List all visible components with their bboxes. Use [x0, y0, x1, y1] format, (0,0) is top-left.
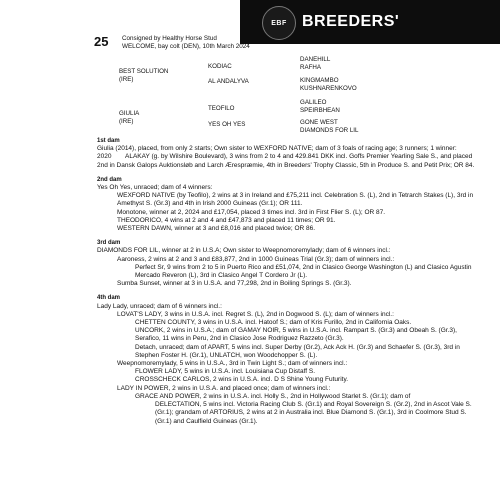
- ped-dam-dam: YES OH YES: [208, 121, 246, 128]
- second-dam-text: Yes Oh Yes, unraced; dam of 4 winners:: [97, 184, 213, 192]
- third-dam-text: DIAMONDS FOR LIL, winner at 2 in U.S.A; Own sister to Weepnomoremylady; dam of 6 winners incl.:: [97, 247, 391, 255]
- ped-sire-dam-dam: KUSHNARENKOVO: [300, 85, 357, 92]
- third-dam-line: Perfect Sr, 9 wins from 2 to 5 in Puerto Rico and £51,074, 2nd in Clasico George Washington (L) and Clasico Agustin Mercado Reveron (L), 3rd in Clasico Angel T Cordero Jr (L).: [135, 263, 472, 280]
- ped-dam: GIULIA (IRE): [119, 110, 140, 125]
- first-dam-text: Giulia (2014), placed, from only 2 starts; Own sister to WEXFORD NATIVE; dam of 3 foals of racing age; 3 runners; 1 winner:: [97, 145, 457, 153]
- fourth-dam-line: GRACE AND POWER, 2 wins in U.S.A. incl. Holly S., 2nd in Hollywood Starlet S. (Gr.1); dam of: [135, 392, 411, 400]
- fourth-dam-title: 4th dam: [97, 295, 121, 302]
- ped-dam-dam-sire: GONE WEST: [300, 119, 338, 126]
- ped-dam-sire-sire: GALILEO: [300, 99, 327, 106]
- first-dam-foal-row: [97, 153, 477, 169]
- first-dam-title: 1st dam: [97, 138, 120, 144]
- ped-dam-dam-dam: DIAMONDS FOR LIL: [300, 127, 359, 134]
- fourth-dam-line: Detach, unraced; dam of APART, 5 wins incl. Super Derby (Gr.2), Ack Ack H. (Gr.3) and Schaefer S. (Gr.3), 3rd in Stephen Foster H. (Gr.1), UNLATCH, won Woodchopper S. (L).: [135, 343, 460, 359]
- lot-info: [122, 35, 250, 51]
- catalogue-body: [97, 137, 477, 426]
- second-dam-line: WEXFORD NATIVE (by Teofilo), 2 wins at 3 in Ireland and £75,211 incl. Celebration S. (L), 2nd in Tetrarch Stakes (L), 3rd in Amethyst S. (Gr.3) and 4th in Irish 2000 Guineas (Gr.1); OR 111.: [117, 192, 474, 208]
- second-dam-line: WESTERN DAWN, winner at 3 and £8,016 and placed twice; OR 86.: [117, 225, 316, 233]
- fourth-dam-line: UNCORK, 2 wins in U.S.A.; dam of GAMAY NOIR, 5 wins in U.S.A. incl. Rampart S. (Gr.3) and Obeah S. (Gr.3), Serafico, 11 wins in Peru, 2nd in Clasico Jose Rodriguez Razzeto (Gr.3).: [135, 327, 457, 343]
- ped-sire-sire-sire: DANEHILL: [300, 56, 331, 63]
- ped-dam-sire: TEOFILO: [208, 105, 235, 112]
- foal-record: ALAKAY (g. by Wilshire Boulevard), 3 wins from 2 to 4 and 429.841 DKK incl. Goffs Premier Yearling Sale S., and placed 2nd in Dansk Galops Auktionsløb and Larch Ærespræmie, 4th in Breeders' Trophy Classic, 5th in Produce S. and Petit Prix; OR 84.: [97, 153, 475, 169]
- second-dam-line: THEODORICO, 4 wins at 2 and 4 and £47,873 and placed 11 times; OR 91.: [117, 216, 336, 224]
- ped-sire: BEST SOLUTION (IRE): [119, 68, 169, 83]
- ebf-logo: [262, 6, 296, 40]
- fourth-dam-text: Lady Lady, unraced; dam of 6 winners incl.:: [97, 302, 222, 310]
- fourth-dam-line: CHETTEN COUNTY, 3 wins in U.S.A. incl. Hatoof S.; dam of Kris Furillo, 2nd in California Oaks.: [135, 319, 412, 327]
- brand-title: BREEDERS': [302, 13, 400, 30]
- ped-sire-dam: AL ANDALYVA: [208, 78, 249, 85]
- third-dam-line: Aaroness, 2 wins at 2 and 3 and £83,877, 2nd in 1000 Guineas Trial (Gr.3); dam of winners incl.:: [117, 255, 395, 263]
- ped-sire-sire: KODIAC: [208, 63, 232, 70]
- fourth-dam-line: LADY IN POWER, 2 wins in U.S.A. and placed once; dam of winners incl.:: [117, 384, 331, 392]
- fourth-dam-line: DELECTATION, 5 wins incl. Victoria Racing Club S. (Gr.1) and Royal Sovereign S. (Gr.2), 2nd in Ascot Vale S. (Gr.1); grandam of ARTORIUS, 2 wins at 2 in Australia incl. Blue Diamond S. (Gr.1), 3rd in Coolmore Stud S. (Gr.1) and Caulfield Guineas (Gr.1).: [155, 401, 472, 425]
- fourth-dam-line: Weepnomoremylady, 5 wins in U.S.A., 3rd in Twin Light S.; dam of winners incl.:: [117, 360, 348, 368]
- third-dam-title: 3rd dam: [97, 240, 121, 247]
- fourth-dam-line: LOVAT'S LADY, 3 wins in U.S.A. incl. Regret S. (L), 2nd in Dogwood S. (L); dam of winners incl.:: [117, 310, 394, 318]
- second-dam-line: Monotone, winner at 2, 2024 and £17,054, placed 3 times incl. 3rd in First Flier S. (L); OR 87.: [117, 208, 386, 216]
- third-dam-line: Sumba Sunset, winner at 3 in U.S.A. and 77,298, 2nd in Boiling Springs S. (Gr.3).: [117, 280, 352, 288]
- logo-text: EBF: [271, 19, 287, 27]
- ped-sire-sire-dam: RAFHA: [300, 64, 321, 71]
- ped-sire-dam-sire: KINGMAMBO: [300, 77, 339, 84]
- ped-dam-sire-dam: SPEIRBHEAN: [300, 107, 340, 114]
- second-dam-title: 2nd dam: [97, 176, 122, 183]
- fourth-dam-line: FLOWER LADY, 5 wins in U.S.A. incl. Louisiana Cup Distaff S.: [135, 368, 316, 376]
- fourth-dam-line: CROSSCHECK CARLOS, 2 wins in U.S.A. incl. D S Shine Young Futurity.: [135, 376, 349, 384]
- foal-year: 2020: [97, 153, 112, 161]
- lot-number: 25: [94, 34, 109, 49]
- consignor: Consigned by Healthy Horse Stud: [122, 35, 217, 42]
- lot-description: WELCOME, bay colt (DEN), 10th March 2024: [122, 43, 250, 50]
